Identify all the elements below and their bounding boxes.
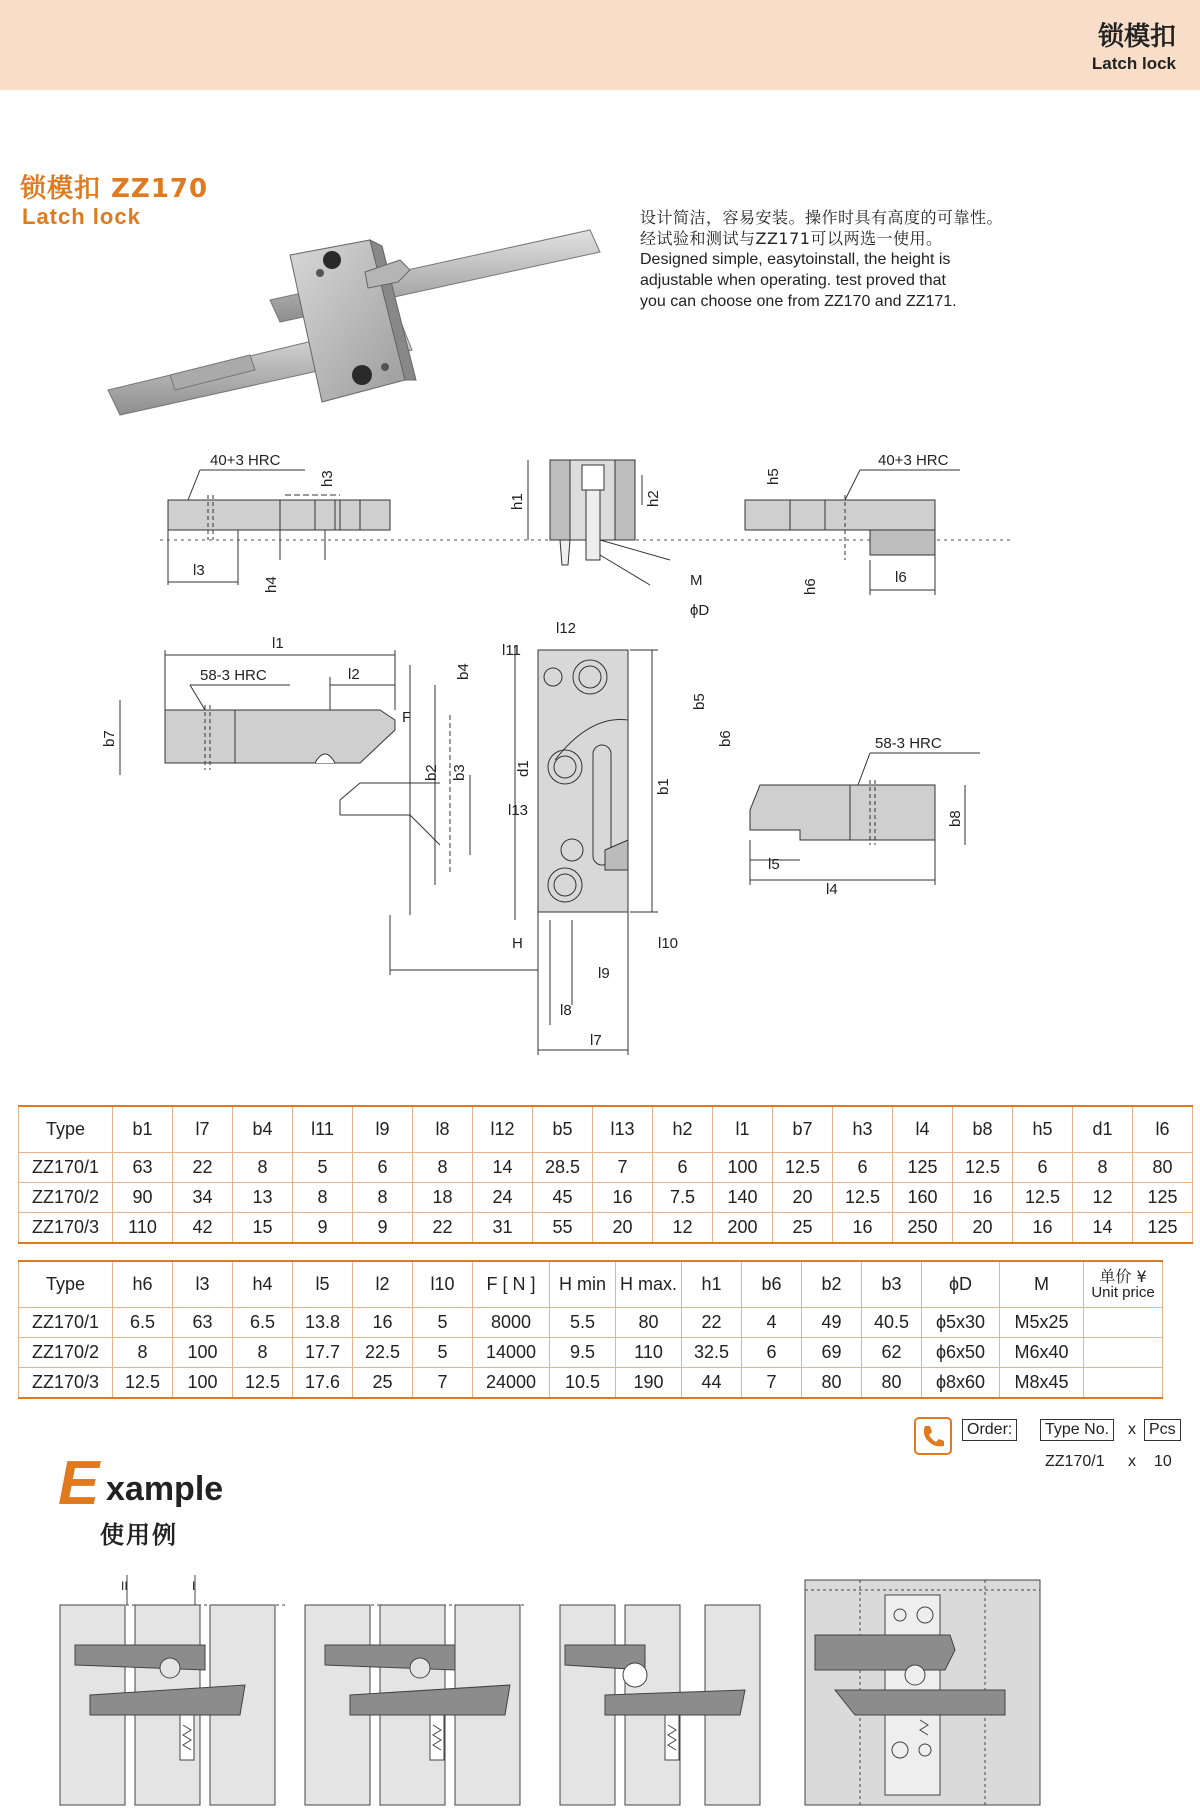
table1-cell: 7.5 (653, 1183, 713, 1213)
table1-cell: 16 (833, 1213, 893, 1244)
order-example-type: ZZ170/1 (1045, 1453, 1105, 1470)
view-right-latch (750, 753, 980, 885)
label-b6: b6 (717, 730, 734, 747)
table2-cell: 63 (173, 1308, 233, 1338)
label-l12: l12 (556, 620, 577, 637)
table1-row (19, 1183, 1193, 1213)
label-l8: l8 (560, 1002, 572, 1019)
product-subtitle: Latch lock (22, 204, 141, 229)
table1-header: l13 (593, 1106, 653, 1153)
photo-screw-bottom (352, 365, 372, 385)
order-example-qty: 10 (1154, 1453, 1172, 1470)
table1-header: b5 (533, 1106, 593, 1153)
table1-cell: 125 (1133, 1213, 1193, 1244)
table1-header: l1 (713, 1106, 773, 1153)
table1-cell: 5 (293, 1153, 353, 1183)
label-l11: l11 (502, 642, 521, 659)
table1-cell: 140 (713, 1183, 773, 1213)
table2-cell: 10.5 (550, 1368, 616, 1399)
label-b1: b1 (655, 778, 672, 795)
label-M: M (690, 572, 703, 589)
table2-header: b3 (862, 1261, 922, 1308)
table2-cell: 17.7 (293, 1338, 353, 1368)
label-phiD: ϕD (690, 602, 710, 619)
unit-price-cn: 单价 ¥ (1099, 1267, 1147, 1286)
label-l13: l13 (508, 802, 529, 819)
table1-cell: 8 (353, 1183, 413, 1213)
table1-cell: 20 (773, 1183, 833, 1213)
table2-row (19, 1368, 1163, 1399)
photo-pin-2 (381, 363, 389, 371)
desc-en-line-2: adjustable when operating. test proved that (640, 272, 946, 289)
order-example-x: x (1128, 1453, 1136, 1470)
table2-cell: M5x25 (1000, 1308, 1084, 1338)
table2-cell: 8 (113, 1338, 173, 1368)
view-center-section (528, 460, 670, 585)
label-hrc58-left: 58-3 HRC (200, 667, 267, 684)
table2-cell: 44 (682, 1368, 742, 1399)
label-b8: b8 (947, 810, 964, 827)
table1-cell: 16 (593, 1183, 653, 1213)
table1-cell: 12.5 (953, 1153, 1013, 1183)
example-4 (805, 1580, 1040, 1805)
label-l3: l3 (193, 562, 205, 579)
table2-cell: 17.6 (293, 1368, 353, 1399)
table2-header: l2 (353, 1261, 413, 1308)
label-hrc58-right: 58-3 HRC (875, 735, 942, 752)
table1-header: b1 (113, 1106, 173, 1153)
table2-cell: 12.5 (113, 1368, 173, 1399)
table2-cell: 32.5 (682, 1338, 742, 1368)
photo-pin (316, 269, 324, 277)
table2-header: ϕD (922, 1261, 1000, 1308)
table1-header: b8 (953, 1106, 1013, 1153)
example-heading: xample (106, 1470, 224, 1508)
example-3 (560, 1605, 760, 1805)
table2-cell: 6.5 (113, 1308, 173, 1338)
order-type-no: Type No. (1040, 1419, 1114, 1441)
table1-cell: 12.5 (1013, 1183, 1073, 1213)
table1-cell: 28.5 (533, 1153, 593, 1183)
table1-cell: 12 (1073, 1183, 1133, 1213)
unit-price-en: Unit price (1091, 1284, 1155, 1301)
table2-cell: 62 (862, 1338, 922, 1368)
table2-header: F [ N ] (473, 1261, 550, 1308)
order-x: x (1128, 1421, 1136, 1438)
table2-cell: 22 (682, 1308, 742, 1338)
label-l6: l6 (895, 569, 907, 586)
table1-cell: 55 (533, 1213, 593, 1244)
table2-header: l5 (293, 1261, 353, 1308)
table2-header: b6 (742, 1261, 802, 1308)
order-pcs: Pcs (1144, 1419, 1181, 1441)
table1-cell: 18 (413, 1183, 473, 1213)
table2-cell: 7 (413, 1368, 473, 1399)
label-b7: b7 (101, 730, 118, 747)
table1-header: h2 (653, 1106, 713, 1153)
table1-cell: 8 (293, 1183, 353, 1213)
table2-cell: 16 (353, 1308, 413, 1338)
table1-header: l9 (353, 1106, 413, 1153)
label-F: F (402, 709, 412, 726)
label-l4: l4 (826, 881, 838, 898)
spec-table-1 (18, 1105, 1193, 1244)
table2-cell: ϕ5x30 (922, 1308, 1000, 1338)
table2-cell: 80 (616, 1308, 682, 1338)
label-l9: l9 (598, 965, 610, 982)
header-banner (0, 0, 1200, 90)
label-hrc40-right: 40+3 HRC (878, 452, 949, 469)
table2-cell: 69 (802, 1338, 862, 1368)
label-l2: l2 (348, 666, 360, 683)
table1-header: l4 (893, 1106, 953, 1153)
table2-cell: 6 (742, 1338, 802, 1368)
table1-cell: 80 (1133, 1153, 1193, 1183)
table1-header: b7 (773, 1106, 833, 1153)
label-h2: h2 (645, 490, 662, 507)
table2-cell: 190 (616, 1368, 682, 1399)
table2-cell (1084, 1338, 1163, 1368)
desc-cn-line-1: 设计简洁，容易安装。操作时具有高度的可靠性。 (640, 208, 1004, 227)
table1-cell: 24 (473, 1183, 533, 1213)
label-d1: d1 (515, 760, 532, 777)
table2-row (19, 1338, 1163, 1368)
unit-price-header (1084, 1261, 1163, 1308)
table2-cell: 14000 (473, 1338, 550, 1368)
table2-row (19, 1308, 1163, 1338)
table2-cell: M8x45 (1000, 1368, 1084, 1399)
table2-header: Type (19, 1261, 113, 1308)
view-center-front (340, 645, 658, 1055)
table1-cell: 9 (293, 1213, 353, 1244)
table1-cell: 12.5 (773, 1153, 833, 1183)
table2-cell: ϕ6x50 (922, 1338, 1000, 1368)
table2-cell: 6.5 (233, 1308, 293, 1338)
table1-cell: 12.5 (833, 1183, 893, 1213)
table1-cell: 250 (893, 1213, 953, 1244)
label-l7: l7 (590, 1032, 602, 1049)
table2-header: h1 (682, 1261, 742, 1308)
table2-cell: ZZ170/2 (19, 1338, 113, 1368)
table2-cell: 13.8 (293, 1308, 353, 1338)
table1-cell: 15 (233, 1213, 293, 1244)
table2-cell: 110 (616, 1338, 682, 1368)
table1-cell: 34 (173, 1183, 233, 1213)
label-l1: l1 (272, 635, 284, 652)
desc-cn-line-2: 经试验和测试与ZZ171可以两选一使用。 (640, 229, 943, 248)
table2-cell: 25 (353, 1368, 413, 1399)
table2-cell: 4 (742, 1308, 802, 1338)
table2-header: b2 (802, 1261, 862, 1308)
table1-cell: 22 (173, 1153, 233, 1183)
table2-cell: 24000 (473, 1368, 550, 1399)
table2-cell: ϕ8x60 (922, 1368, 1000, 1399)
table1-cell: ZZ170/2 (19, 1183, 113, 1213)
table1-header: b4 (233, 1106, 293, 1153)
label-h1: h1 (509, 493, 526, 510)
table1-cell: 110 (113, 1213, 173, 1244)
table1-cell: 31 (473, 1213, 533, 1244)
example-heading-initial: E (58, 1449, 100, 1518)
label-h5: h5 (765, 468, 782, 485)
table2-cell: 49 (802, 1308, 862, 1338)
table1-cell: 6 (653, 1153, 713, 1183)
product-title: 锁模扣 ZZ170 (20, 174, 209, 204)
product-description (640, 207, 1100, 312)
table1-cell: 13 (233, 1183, 293, 1213)
phone-icon (914, 1417, 952, 1455)
table1-cell: 9 (353, 1213, 413, 1244)
table2-cell: ZZ170/3 (19, 1368, 113, 1399)
table1-cell: 12 (653, 1213, 713, 1244)
table2-cell: M6x40 (1000, 1338, 1084, 1368)
table2-cell: 7 (742, 1368, 802, 1399)
table2-cell: 80 (862, 1368, 922, 1399)
table1-header-row (19, 1106, 1193, 1153)
table2-header: H max. (616, 1261, 682, 1308)
table1-cell: 8 (233, 1153, 293, 1183)
table1-cell: 125 (893, 1153, 953, 1183)
label-b4: b4 (455, 663, 472, 680)
product-photo (100, 210, 610, 430)
table1-row (19, 1213, 1193, 1244)
photo-screw-top (323, 251, 341, 269)
table2-cell: 100 (173, 1338, 233, 1368)
table2-cell: 5 (413, 1338, 473, 1368)
table1-cell: 6 (353, 1153, 413, 1183)
table2-header: l10 (413, 1261, 473, 1308)
example-2 (305, 1605, 525, 1805)
label-h6: h6 (802, 578, 819, 595)
table1-cell: 6 (833, 1153, 893, 1183)
table2-cell: 8000 (473, 1308, 550, 1338)
table2-cell: 80 (802, 1368, 862, 1399)
label-b3: b3 (451, 764, 468, 781)
table1-cell: 14 (473, 1153, 533, 1183)
order-label: Order: (962, 1419, 1017, 1441)
label-hrc40-left: 40+3 HRC (210, 452, 281, 469)
table2-header: l3 (173, 1261, 233, 1308)
table1-cell: ZZ170/1 (19, 1153, 113, 1183)
table2-cell: 9.5 (550, 1338, 616, 1368)
desc-en-line-1: Designed simple, easytoinstall, the height is (640, 251, 951, 268)
table2-header: h4 (233, 1261, 293, 1308)
table2-cell (1084, 1368, 1163, 1399)
table1-header: l8 (413, 1106, 473, 1153)
table2-cell: 22.5 (353, 1338, 413, 1368)
spec-table-2 (18, 1260, 1163, 1399)
table2-cell: 5 (413, 1308, 473, 1338)
table1-cell: 100 (713, 1153, 773, 1183)
table1-header: Type (19, 1106, 113, 1153)
label-h4: h4 (263, 576, 280, 593)
label-H: H (512, 935, 523, 952)
example-mark-II: II (121, 1579, 128, 1593)
example-1 (60, 1575, 285, 1805)
table1-cell: 7 (593, 1153, 653, 1183)
view-right-top (745, 470, 960, 595)
table2-header-row (19, 1261, 1163, 1308)
table1-cell: 42 (173, 1213, 233, 1244)
table1-header: d1 (1073, 1106, 1133, 1153)
label-l5: l5 (768, 856, 780, 873)
label-h3: h3 (319, 470, 336, 487)
table1-cell: 63 (113, 1153, 173, 1183)
banner-title-cn: 锁模扣 (1097, 22, 1176, 52)
table1-cell: 16 (953, 1183, 1013, 1213)
table1-header: l12 (473, 1106, 533, 1153)
order-info (910, 1415, 1190, 1475)
table1-cell: ZZ170/3 (19, 1213, 113, 1244)
table1-row (19, 1153, 1193, 1183)
label-b2: b2 (423, 764, 440, 781)
table2-cell: 12.5 (233, 1368, 293, 1399)
label-l10: l10 (658, 935, 679, 952)
table1-header: l6 (1133, 1106, 1193, 1153)
example-mark-I: I (192, 1579, 196, 1593)
table2-cell: 40.5 (862, 1308, 922, 1338)
table1-cell: 20 (953, 1213, 1013, 1244)
table1-cell: 8 (413, 1153, 473, 1183)
table1-cell: 20 (593, 1213, 653, 1244)
table1-cell: 22 (413, 1213, 473, 1244)
table1-header: h3 (833, 1106, 893, 1153)
table2-header: h6 (113, 1261, 173, 1308)
table1-cell: 200 (713, 1213, 773, 1244)
table1-header: l11 (293, 1106, 353, 1153)
table1-cell: 25 (773, 1213, 833, 1244)
table1-cell: 16 (1013, 1213, 1073, 1244)
table1-cell: 160 (893, 1183, 953, 1213)
table2-cell: ZZ170/1 (19, 1308, 113, 1338)
table1-header: l7 (173, 1106, 233, 1153)
technical-drawing (101, 445, 1010, 1065)
table1-header: h5 (1013, 1106, 1073, 1153)
example-diagrams (55, 1575, 1115, 1810)
table2-cell (1084, 1308, 1163, 1338)
desc-en-line-3: you can choose one from ZZ170 and ZZ171. (640, 293, 957, 310)
table1-cell: 14 (1073, 1213, 1133, 1244)
table2-header: M (1000, 1261, 1084, 1308)
table1-cell: 125 (1133, 1183, 1193, 1213)
table2-header: H min (550, 1261, 616, 1308)
example-heading-cn: 使用例 (100, 1521, 178, 1549)
table2-cell: 100 (173, 1368, 233, 1399)
banner-title-en: Latch lock (1091, 54, 1176, 73)
table1-cell: 8 (1073, 1153, 1133, 1183)
table2-cell: 5.5 (550, 1308, 616, 1338)
table1-cell: 90 (113, 1183, 173, 1213)
table1-cell: 45 (533, 1183, 593, 1213)
label-b5: b5 (691, 693, 708, 710)
table1-cell: 6 (1013, 1153, 1073, 1183)
table2-cell: 8 (233, 1338, 293, 1368)
